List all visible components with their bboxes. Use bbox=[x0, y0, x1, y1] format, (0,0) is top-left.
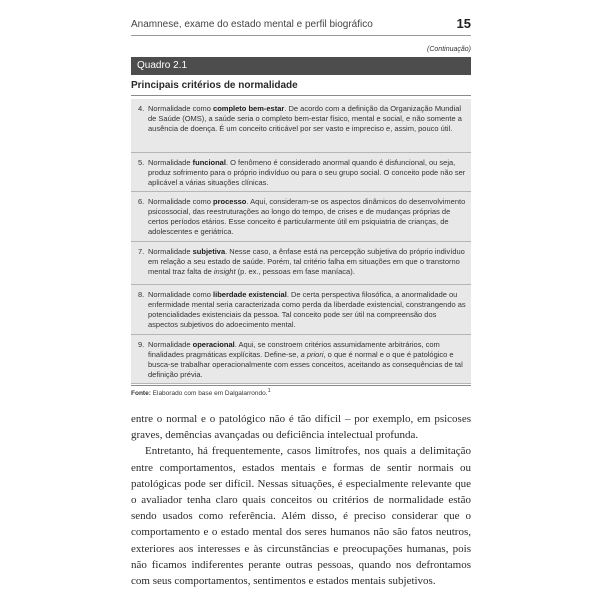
criterion-italic: a priori bbox=[300, 350, 324, 359]
criterion-term: funcional bbox=[192, 158, 226, 167]
criterion-number: 8. bbox=[138, 290, 145, 299]
criterion-text: Normalidade operacional. Aqui, se constroem critérios assumidamente arbitrários, com finalidades pragmáticas explícitas. Define-se, a priori, o que é normal e o que é patológico e busca-se trabalhar operacionalmente com esses conceitos, aceitando as consequências de tal definição prévia. bbox=[148, 340, 463, 379]
box-label bbox=[131, 57, 471, 75]
box-heading bbox=[131, 78, 471, 96]
criterion-term: operacional bbox=[192, 340, 235, 349]
criterion-term: processo bbox=[213, 197, 247, 206]
body-paragraph: Entretanto, há frequentemente, casos limítrofes, nos quais a delimitação entre comportamentos, estados mentais e formas de sentir normais ou patológicas pode ser difícil. Nessas situações, é especialmente relevante que o avaliador tenha claro quais conceitos ou critérios de normalidade estão sendo usados como referência. Além disso, é preciso considerar que o comportamento e o estado mental dos seres humanos não são fatos neutros, exteriores aos interesses e às circunstâncias e preocupações humanas, pois não ficamos indiferentes perante outras pessoas, quando nos defrontamos com seus comportamentos, sentimentos e estados mentais subjetivos. bbox=[131, 445, 471, 588]
criterion-text: Normalidade como completo bem-estar. De acordo com a definição da Organização Mundial de Saúde (OMS), a saúde seria o completo bem-estar físico, mental e social, e não somente a ausência de doença. É um conceito criticável por ser vasto e impreciso e, assim, pouco útil. bbox=[148, 104, 462, 133]
source-footnote-ref: 1 bbox=[267, 388, 271, 394]
page-number: 15 bbox=[456, 16, 471, 31]
box-label-text: Quadro 2.1 bbox=[137, 60, 188, 71]
criterion-number: 5. bbox=[138, 158, 145, 167]
criterion-item bbox=[131, 192, 471, 242]
criterion-text: Normalidade como liberdade existencial. De certa perspectiva filosófica, a anormalidade ou enfermidade mental seria caracterizada como perda da liberdade existencial, constrangendo as potencialidades existenciais da pessoa. Tal conceito pode ser útil na compreensão dos aspectos subjetivos do adoecimento mental. bbox=[148, 290, 466, 329]
criterion-term: completo bem-estar bbox=[213, 104, 285, 113]
criterion-item bbox=[131, 153, 471, 192]
criterion-number: 4. bbox=[138, 104, 145, 113]
source-label: Fonte: bbox=[131, 390, 151, 398]
continuation-note: (Continuação) bbox=[427, 46, 471, 53]
criterion-item bbox=[131, 285, 471, 335]
source-note bbox=[131, 385, 471, 397]
body-paragraph: entre o normal e o patológico não é tão difícil – por exemplo, em psicoses graves, demências avançadas ou deficiência intelectual profunda. bbox=[131, 413, 471, 442]
criterion-number: 7. bbox=[138, 247, 145, 256]
criterion-item bbox=[131, 242, 471, 285]
criterion-term: subjetiva bbox=[192, 247, 226, 256]
criterion-number: 6. bbox=[138, 197, 145, 206]
box-heading-text: Principais critérios de normalidade bbox=[131, 80, 298, 91]
criterion-text: Normalidade funcional. O fenômeno é considerado anormal quando é disfuncional, ou seja, produz sofrimento para o próprio indivíduo ou para o seu grupo social. O conceito pode não ser aplicável a várias situações clínicas. bbox=[148, 158, 466, 187]
source-text: Elaborado com base em Dalgalarrondo. bbox=[150, 390, 268, 398]
criterion-text: Normalidade subjetiva. Nesse caso, a ênfase está na percepção subjetiva do próprio indivíduo em relação a seu estado de saúde. Porém, tal critério falha em situações em que o transtorno mental traz falta de insight (p. ex., pessoas em fase maníaca). bbox=[148, 247, 465, 276]
criterion-term: liberdade existencial bbox=[213, 290, 287, 299]
running-title: Anamnese, exame do estado mental e perfil biográfico bbox=[131, 19, 373, 30]
criterion-number: 9. bbox=[138, 340, 145, 349]
criterion-italic: insight bbox=[213, 267, 236, 276]
criterion-text: Normalidade como processo. Aqui, consideram-se os aspectos dinâmicos do desenvolvimento psicossocial, das reestruturações ao longo do tempo, de crises e de mudanças próprias de certos períodos etários. Esse conceito é particularmente útil em psiquiatria de crianças, de adolescentes e geriátrica. bbox=[148, 197, 466, 236]
body-text bbox=[131, 411, 471, 589]
criterion-item bbox=[131, 99, 471, 153]
criterion-item bbox=[131, 335, 471, 384]
page-header bbox=[131, 16, 471, 36]
